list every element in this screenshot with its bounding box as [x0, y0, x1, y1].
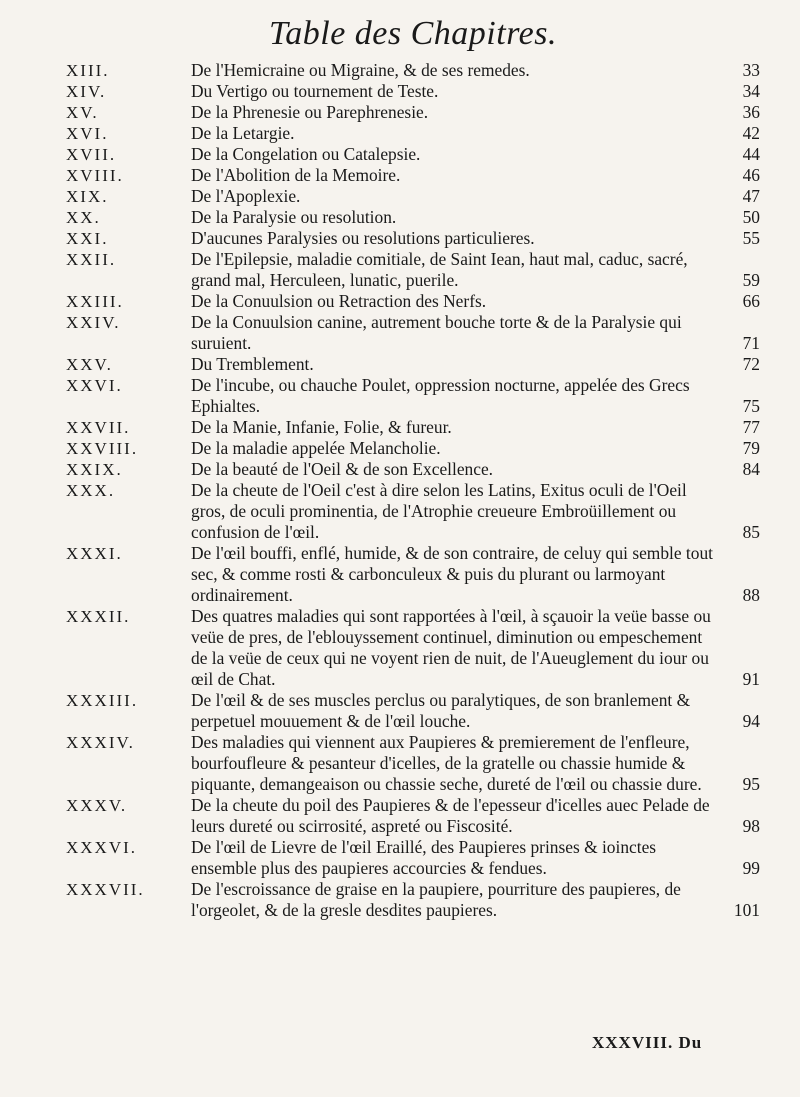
chapter-title: De l'Abolition de la Memoire.: [191, 165, 401, 185]
chapter-number: XXV.: [66, 355, 113, 374]
chapter-title: De la maladie appelée Melancholie.: [191, 438, 441, 458]
toc-entry: [66, 795, 760, 837]
toc-entry: [66, 606, 760, 690]
page-number: 94: [742, 711, 760, 731]
chapter-title: De l'escroissance de graise en la paupiere, pourriture des paupieres, de l'orgeolet, & de la gresle desdites paupieres.: [191, 879, 681, 920]
page-number: 42: [742, 123, 760, 143]
page-number: 50: [742, 207, 760, 227]
toc-entry: [66, 312, 760, 354]
toc-entry: [66, 81, 760, 102]
page-number: 88: [742, 585, 760, 605]
page-number: 46: [742, 165, 760, 185]
toc-entry: [66, 354, 760, 375]
toc-entry: [66, 375, 760, 417]
toc-entry: [66, 438, 760, 459]
chapter-title: De la Conuulsion canine, autrement bouche torte & de la Paralysie qui suruient.: [191, 312, 682, 353]
chapter-title: De l'œil de Lievre de l'œil Eraillé, des Paupieres prinses & ioinctes ensemble plus des paupieres accourcies & fendues.: [191, 837, 657, 878]
toc-entry: [66, 837, 760, 879]
page-number: 34: [742, 81, 760, 101]
page-number: 98: [742, 816, 760, 836]
toc-entry: [66, 186, 760, 207]
page-number: 95: [742, 774, 760, 794]
chapter-number: XXIX.: [66, 460, 123, 479]
page-number: 47: [742, 186, 760, 206]
catchword: XXXVIII. Du: [592, 1033, 703, 1052]
table-of-contents: [66, 60, 760, 921]
chapter-title: De l'incube, ou chauche Poulet, oppression nocturne, appelée des Grecs Ephialtes.: [191, 375, 690, 416]
chapter-number: XXXVII.: [66, 880, 145, 899]
chapter-title: De la Congelation ou Catalepsie.: [191, 144, 421, 164]
chapter-title: D'aucunes Paralysies ou resolutions particulieres.: [191, 228, 535, 248]
chapter-title: De la Conuulsion ou Retraction des Nerfs.: [191, 291, 487, 311]
chapter-title: De l'Hemicraine ou Migraine, & de ses remedes.: [191, 60, 530, 80]
toc-entry: [66, 249, 760, 291]
chapter-title: De la cheute du poil des Paupieres & de l'epesseur d'icelles auec Pelade de leurs dureté ou scirrosité, aspreté ou Fiscosité.: [191, 795, 710, 836]
page-number: 44: [742, 144, 760, 164]
page-number: 84: [742, 459, 760, 479]
page-footer: [0, 1030, 800, 1060]
chapter-number: XXXV.: [66, 796, 128, 815]
toc-entry: [66, 879, 760, 921]
chapter-number: XVII.: [66, 145, 117, 164]
chapter-title: De l'œil bouffi, enflé, humide, & de son contraire, de celuy qui semble tout sec, & comme rosti & carbonculeux & puis du plurant ou larmoyant ordinairement.: [191, 543, 713, 605]
page-number: 36: [742, 102, 760, 122]
chapter-title: Des maladies qui viennent aux Paupieres & premierement de l'enfleure, bourfoufleure & pesanteur d'icelles, de la gratelle ou chassie humide & piquante, demangeaison ou chassie seche, dureté de l'œil ou chassie dure.: [191, 732, 702, 794]
toc-entry: [66, 459, 760, 480]
chapter-number: XX.: [66, 208, 101, 227]
chapter-number: XXXIV.: [66, 733, 135, 752]
chapter-number: XXXI.: [66, 544, 123, 563]
page-number: 85: [742, 522, 760, 542]
chapter-number: XXVIII.: [66, 439, 139, 458]
chapter-title: De la Manie, Infanie, Folie, & fureur.: [191, 417, 452, 437]
toc-entry: [66, 144, 760, 165]
chapter-title: Des quatres maladies qui sont rapportées à l'œil, à sçauoir la veüe basse ou veüe de pres, de l'eblouyssement continuel, diminution ou empeschement de la veüe de ceux qui ne voyent rien de nuit, de l'Aueuglement du iour ou œil de Chat.: [191, 606, 711, 689]
chapter-number: XXI.: [66, 229, 109, 248]
toc-entry: [66, 123, 760, 144]
chapter-number: XIX.: [66, 187, 109, 206]
chapter-number: XVIII.: [66, 166, 124, 185]
chapter-title: De la Paralysie ou resolution.: [191, 207, 397, 227]
page-number: 91: [742, 669, 760, 689]
chapter-title: Du Tremblement.: [191, 354, 314, 374]
toc-entry: [66, 291, 760, 312]
chapter-number: XXXVI.: [66, 838, 138, 857]
chapter-title: De l'Epilepsie, maladie comitiale, de Saint Iean, haut mal, caduc, sacré, grand mal, Herculeen, lunatic, puerile.: [191, 249, 688, 290]
chapter-number: XVI.: [66, 124, 109, 143]
chapter-number: XXVI.: [66, 376, 123, 395]
chapter-number: XXXIII.: [66, 691, 139, 710]
toc-entry: [66, 417, 760, 438]
chapter-title: Du Vertigo ou tournement de Teste.: [191, 81, 439, 101]
chapter-number: XV.: [66, 103, 99, 122]
chapter-title: De l'Apoplexie.: [191, 186, 301, 206]
page-number: 101: [733, 900, 760, 920]
chapter-number: XXVII.: [66, 418, 131, 437]
page-number: 75: [742, 396, 760, 416]
chapter-title: De l'œil & de ses muscles perclus ou paralytiques, de son branlement & perpetuel mouuement & de l'œil louche.: [191, 690, 691, 731]
chapter-title: De la cheute de l'Oeil c'est à dire selon les Latins, Exitus oculi de l'Oeil gros, de oculi prominentia, de l'Atrophie creueure Embroüillement ou confusion de l'œil.: [191, 480, 687, 542]
toc-entry: [66, 60, 760, 81]
page-number: 71: [742, 333, 760, 353]
toc-entry: [66, 732, 760, 795]
toc-entry: [66, 480, 760, 543]
chapter-number: XXIII.: [66, 292, 124, 311]
chapter-number: XXXII.: [66, 607, 131, 626]
toc-entry: [66, 102, 760, 123]
chapter-title: De la Phrenesie ou Parephrenesie.: [191, 102, 429, 122]
page-number: 66: [742, 291, 760, 311]
chapter-number: XXX.: [66, 481, 116, 500]
toc-entry: [66, 228, 760, 249]
toc-entry: [66, 165, 760, 186]
page-number: 99: [742, 858, 760, 878]
chapter-number: XXIV.: [66, 313, 121, 332]
page-title: Table des Chapitres.: [268, 15, 557, 52]
toc-entry: [66, 207, 760, 228]
toc-entry: [66, 690, 760, 732]
page-number: 33: [742, 60, 760, 80]
page-number: 55: [742, 228, 760, 248]
chapter-title: De la beauté de l'Oeil & de son Excellence.: [191, 459, 494, 479]
page-number: 77: [742, 417, 760, 437]
chapter-title: De la Letargie.: [191, 123, 295, 143]
page-number: 72: [742, 354, 760, 374]
chapter-number: XIV.: [66, 82, 107, 101]
page-number: 79: [742, 438, 760, 458]
page-number: 59: [742, 270, 760, 290]
chapter-number: XXII.: [66, 250, 117, 269]
toc-entry: [66, 543, 760, 606]
chapter-number: XIII.: [66, 61, 110, 80]
